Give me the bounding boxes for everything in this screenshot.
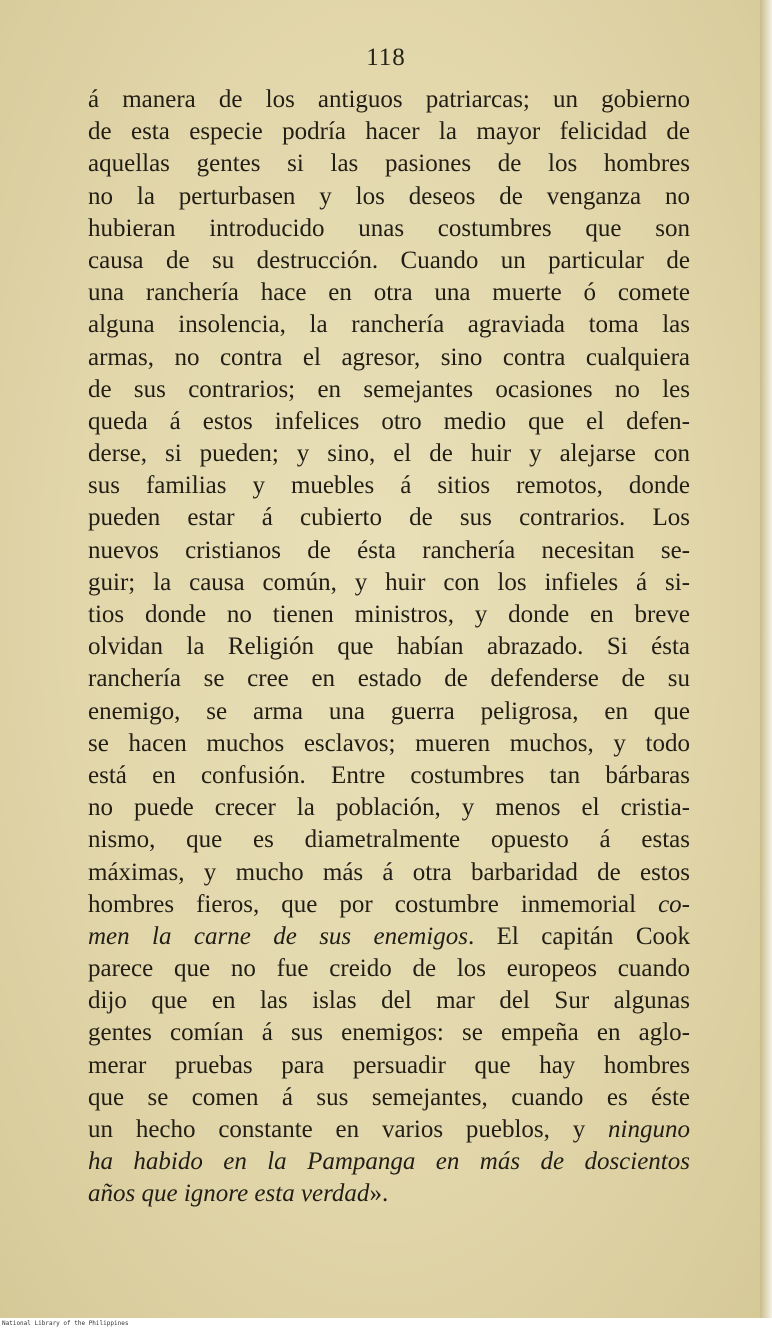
text-line: que se comen á sus semejantes, cuando es éste: [88, 1083, 690, 1111]
footer-credit: National Library of the Philippines: [2, 1320, 129, 1327]
page-number: 118: [366, 44, 406, 71]
text-line: parece que no fue creido de los europeos cuando: [88, 955, 690, 983]
text-line: está en confusión. Entre costumbres tan bárbaras: [88, 761, 690, 789]
text-line: [88, 1146, 690, 1178]
text-line: sus familias y muebles á sitios remotos, donde: [88, 472, 690, 500]
text-line: dijo que en las islas del mar del Sur algunas: [88, 987, 690, 1015]
text-line: merar pruebas para persuadir que hay hombres: [88, 1051, 690, 1079]
text-line: pueden estar á cubierto de sus contrarios. Los: [88, 504, 690, 532]
text-line: armas, no contra el agresor, sino contra cualquiera: [88, 343, 690, 371]
text-line: ranchería se cree en estado de defenderse de su: [88, 665, 690, 693]
text-line: una ranchería hace en otra una muerte ó comete: [88, 279, 690, 307]
text-line: derse, si pueden; y sino, el de huir y alejarse con: [88, 440, 690, 468]
text-line: nuevos cristianos de ésta ranchería necesitan se-: [88, 536, 690, 564]
text-line: no puede crecer la población, y menos el cristia-: [88, 794, 690, 822]
text-line: máximas, y mucho más á otra barbaridad de estos: [88, 858, 690, 886]
text-line: un hecho constante en varios pueblos, y ninguno: [88, 1116, 690, 1143]
text-line: tios donde no tienen ministros, y donde en breve: [88, 601, 690, 628]
text-line: no la perturbasen y los deseos de venganza no: [88, 182, 690, 210]
text-line: guir; la causa común, y huir con los infieles á si-: [88, 568, 690, 596]
page-edge: [760, 0, 772, 1318]
text-line: á manera de los antiguos patriarcas; un gobierno: [88, 86, 690, 113]
text-line: olvidan la Religión que habían abrazado. Si ésta: [88, 633, 690, 661]
text-line: hombres fieros, que por costumbre inmemorial co-: [88, 890, 690, 918]
body-text: [88, 84, 690, 1211]
italic-text: años que ignore esta verdad: [88, 1180, 370, 1208]
text-line: alguna insolencia, la ranchería agraviada toma las: [88, 311, 690, 339]
text-line: aquellas gentes si las pasiones de los hombres: [88, 150, 690, 178]
italic-text: co-: [658, 890, 690, 918]
text-line: men la carne de sus enemigos. El capitán Cook: [88, 922, 690, 950]
text-line: gentes comían á sus enemigos: se empeña en aglo-: [88, 1019, 690, 1047]
text-line: nismo, que es diametralmente opuesto á estas: [88, 826, 690, 854]
text-line: de esta especie podría hacer la mayor felicidad de: [88, 118, 690, 146]
text-line: enemigo, se arma una guerra peligrosa, en que: [88, 697, 690, 725]
text-line: de sus contrarios; en semejantes ocasiones no les: [88, 375, 690, 403]
italic-text: men la carne de sus enemigos: [88, 922, 468, 950]
italic-text: ha habido en la Pampanga en más de doscientos: [88, 1148, 690, 1176]
text-line: queda á estos infelices otro medio que el defen-: [88, 407, 690, 435]
text-line: años que ignore esta verdad».: [88, 1180, 389, 1208]
text-line: se hacen muchos esclavos; mueren muchos, y todo: [88, 729, 690, 757]
italic-text: ninguno: [608, 1116, 690, 1143]
text-line: causa de su destrucción. Cuando un particular de: [88, 246, 690, 274]
text-line: hubieran introducido unas costumbres que son: [88, 214, 690, 242]
